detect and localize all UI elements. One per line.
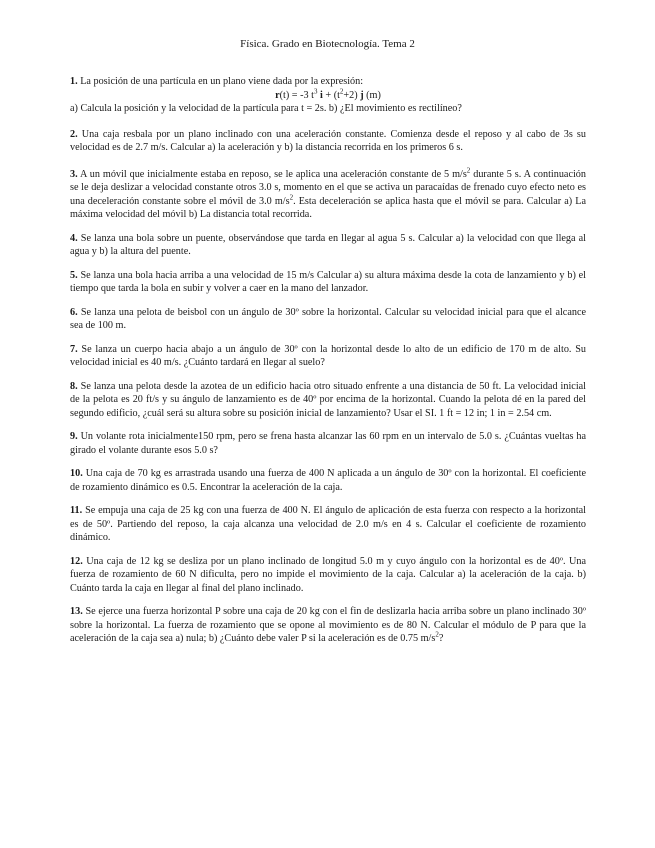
problem-number: 9. bbox=[70, 431, 78, 442]
problem-number: 1. bbox=[70, 76, 78, 87]
problem-text: Se lanza una pelota de beisbol con un ángulo de 30º sobre la horizontal. Calcular su velocidad inicial para que el alcance sea de 100 m. bbox=[70, 306, 586, 331]
problem-11 bbox=[70, 504, 586, 545]
problem-text: Un volante rota inicialmente150 rpm, pero se frena hasta alcanzar las 60 rpm en un intervalo de 5.0 s. ¿Cuántas vueltas ha girado el volante durante esos 5.0 s? bbox=[70, 431, 586, 456]
problem-5 bbox=[70, 269, 586, 296]
problem-number: 13. bbox=[70, 606, 83, 617]
problem-number: 4. bbox=[70, 232, 78, 244]
problem-text: Se empuja una caja de 25 kg con una fuerza de 400 N. El ángulo de aplicación de esta fuerza con respecto a la horizontal es de 50º. Partiendo del reposo, la caja alcanza una velocidad de 2.0 m/s en 4 s. Calcular el coeficiente de rozamiento dinámico. bbox=[70, 505, 587, 543]
position-formula: r(t) = -3 $t^3$ $i + (t^2+2)$ j (m) bbox=[275, 87, 381, 101]
problem-8 bbox=[70, 380, 586, 421]
problem-9 bbox=[70, 430, 586, 457]
problem-question: a) Calcula la posición y la velocidad de la partícula para t = 2s. b) ¿El movimiento es rectilíneo? bbox=[70, 103, 462, 114]
problem-text: La posición de una partícula en un plano viene dada por la expresión: bbox=[80, 76, 364, 87]
problem-list bbox=[70, 75, 586, 656]
problem-text: Se lanza una bola sobre un puente, observándose que tarda en llegar al agua 5 s. Calcular a) la velocidad con que llega al agua y b) la altura del puente. bbox=[70, 232, 587, 257]
problem-number: 8. bbox=[70, 380, 78, 392]
problem-text: Una caja de 70 kg es arrastrada usando una fuerza de 400 N aplicada a un ángulo de 30º con la horizontal. El coeficiente de rozamiento dinámico es 0.5. Encontrar la aceleración de la caja. bbox=[70, 468, 587, 493]
problem-3 bbox=[70, 168, 586, 222]
problem-text: A un móvil que inicialmente estaba en reposo, se le aplica una aceleración constante de 5 $m/s^2$ durante 5 s. A continuación se le deja deslizar a velocidad constante otros 3.0 s, momento en el que se activa un paracaídas de frenado cuyo efecto neto es una deceleración constante sobre el móvil de 3.0 $m/s^2$. Esta deceleración se aplica hasta que el móvil se para. Calcular a) La máxima velocidad del móvil b) La distancia total recorrida. bbox=[70, 166, 587, 220]
problem-6 bbox=[70, 306, 586, 333]
problem-4 bbox=[70, 232, 586, 259]
problem-2 bbox=[70, 128, 586, 155]
page-header: Física. Grado en Biotecnología. Tema 2 bbox=[240, 38, 415, 50]
problem-number: 11. bbox=[70, 505, 83, 516]
problem-number: 5. bbox=[70, 269, 78, 281]
problem-text: Se lanza una pelota desde la azotea de un edificio hacia otro situado enfrente a una distancia de 50 ft. La velocidad inicial de la pelota es 20 ft/s y su ángulo de lanzamiento es de 40º por encima de la horizontal. Cuando la pelota dé en la pared del segundo edificio, ¿cuál será su altura sobre su posición inicial de lanzamiento? Usar el SI. 1 ft = 12 in; 1 in = 2.54 cm. bbox=[70, 380, 586, 419]
problem-10 bbox=[70, 467, 586, 494]
problem-text: Se lanza un cuerpo hacia abajo a un ángulo de 30º con la horizontal desde lo alto de un edificio de 170 m de alto. Su velocidad inicial es 40 m/s. ¿Cuánto tardará en llegar al suelo? bbox=[70, 343, 586, 368]
problem-13 bbox=[70, 605, 586, 646]
problem-number: 12. bbox=[70, 555, 83, 567]
problem-text: Se ejerce una fuerza horizontal P sobre una caja de 20 kg con el fin de deslizarla hacia arriba sobre un plano inclinado 30º sobre la horizontal. La fuerza de rozamiento que se opone al movimiento es de 80 N. Calcular el módulo de P para que la aceleración de la caja sea a) nula; b) ¿Cuánto debe valer P si la aceleración es de 0.75 $m/s^2$? bbox=[70, 606, 587, 644]
problem-12 bbox=[70, 555, 586, 596]
problem-1 bbox=[70, 75, 586, 116]
problem-text: Una caja de 12 kg se desliza por un plano inclinado de longitud 5.0 m y cuyo ángulo con la horizontal es de 40º. Una fuerza de rozamiento de 60 N dificulta, pero no impide el movimiento de la caja. Calcular a) la aceleración de la caja. b) Cuánto tarda la caja en llegar al final del plano inclinado. bbox=[70, 555, 586, 594]
problem-text: Una caja resbala por un plano inclinado con una aceleración constante. Comienza desde el reposo y al cabo de 3s su velocidad es de 2.7 m/s. Calcular a) la aceleración y b) la distancia recorrida en los primeros 6 s. bbox=[70, 128, 586, 153]
problem-number: 3. bbox=[70, 168, 78, 180]
problem-text: Se lanza una bola hacia arriba a una velocidad de 15 m/s Calcular a) su altura máxima desde la cota de lanzamiento y b) el tiempo que tarda la bola en subir y volver a caer en la mano del lanzador. bbox=[70, 269, 587, 294]
problem-number: 2. bbox=[70, 128, 78, 140]
problem-number: 6. bbox=[70, 306, 78, 318]
problem-7 bbox=[70, 343, 586, 370]
problem-number: 10. bbox=[70, 468, 83, 479]
problem-number: 7. bbox=[70, 343, 78, 355]
